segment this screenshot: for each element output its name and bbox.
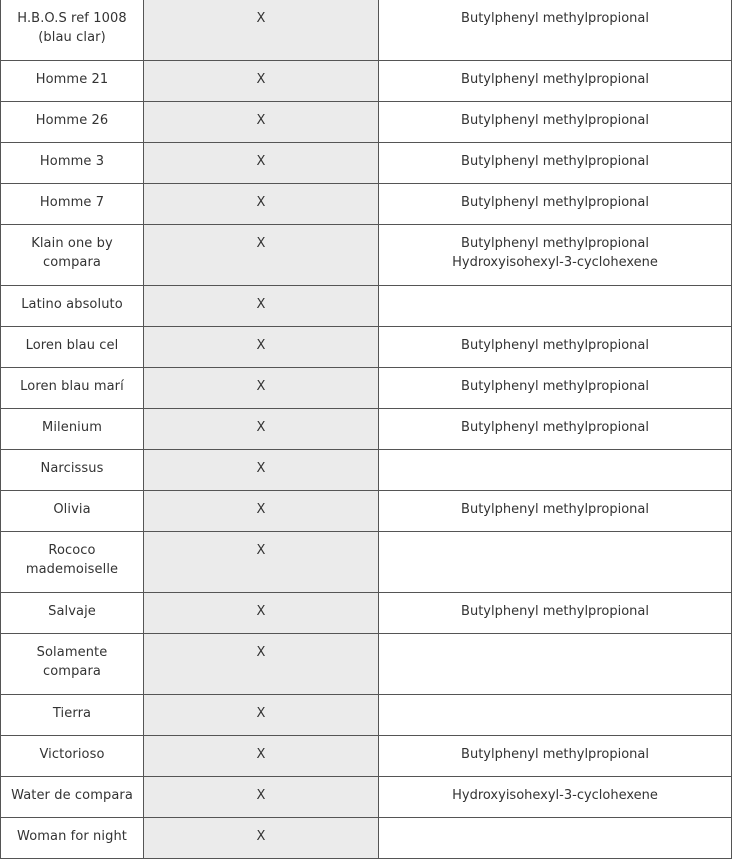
table-row: [1, 736, 732, 777]
mark-cell: X: [144, 61, 379, 102]
ingredients-cell: [379, 450, 732, 491]
product-name-cell: Loren blau marí: [1, 368, 144, 409]
table-row: [1, 61, 732, 102]
mark-cell: X: [144, 143, 379, 184]
mark-cell: X: [144, 0, 379, 61]
ingredients-cell: Butylphenyl methylpropional: [379, 143, 732, 184]
mark-cell: X: [144, 225, 379, 286]
mark-cell: X: [144, 327, 379, 368]
product-name-cell: Victorioso: [1, 736, 144, 777]
ingredients-cell: [379, 818, 732, 859]
mark-cell: X: [144, 634, 379, 695]
product-name-cell: Homme 3: [1, 143, 144, 184]
product-name-cell: Woman for night: [1, 818, 144, 859]
mark-cell: X: [144, 286, 379, 327]
table-row: [1, 368, 732, 409]
table-row: [1, 409, 732, 450]
ingredients-cell: Butylphenyl methylpropional: [379, 61, 732, 102]
product-name-cell: Salvaje: [1, 593, 144, 634]
ingredients-cell: Butylphenyl methylpropional: [379, 0, 732, 61]
product-name-cell: Klain one by compara: [1, 225, 144, 286]
product-name-cell: Milenium: [1, 409, 144, 450]
table-row: [1, 327, 732, 368]
product-name-cell: Latino absoluto: [1, 286, 144, 327]
mark-cell: X: [144, 184, 379, 225]
table-row: [1, 450, 732, 491]
table-row: [1, 593, 732, 634]
table-body: [1, 0, 732, 859]
table-row: [1, 225, 732, 286]
table-row: [1, 695, 732, 736]
product-name-cell: Homme 26: [1, 102, 144, 143]
mark-cell: X: [144, 368, 379, 409]
table-row: [1, 102, 732, 143]
table-row: [1, 818, 732, 859]
mark-cell: X: [144, 491, 379, 532]
ingredients-cell: Butylphenyl methylpropional: [379, 102, 732, 143]
ingredients-cell: Butylphenyl methylpropional: [379, 368, 732, 409]
mark-cell: X: [144, 593, 379, 634]
ingredients-cell: [379, 695, 732, 736]
product-name-cell: Rococo mademoiselle: [1, 532, 144, 593]
mark-cell: X: [144, 818, 379, 859]
ingredients-cell: Butylphenyl methylpropional: [379, 593, 732, 634]
product-name-cell: H.B.O.S ref 1008 (blau clar): [1, 0, 144, 61]
mark-cell: X: [144, 102, 379, 143]
mark-cell: X: [144, 450, 379, 491]
mark-cell: X: [144, 736, 379, 777]
table-row: [1, 184, 732, 225]
product-name-cell: Narcissus: [1, 450, 144, 491]
table-row: [1, 777, 732, 818]
product-name-cell: Homme 21: [1, 61, 144, 102]
table-row: [1, 532, 732, 593]
ingredients-cell: Butylphenyl methylpropional: [379, 491, 732, 532]
mark-cell: X: [144, 777, 379, 818]
table-row: [1, 143, 732, 184]
product-name-cell: Loren blau cel: [1, 327, 144, 368]
product-name-cell: Tierra: [1, 695, 144, 736]
ingredients-cell: [379, 286, 732, 327]
ingredients-cell: [379, 532, 732, 593]
mark-cell: X: [144, 532, 379, 593]
table-row: [1, 286, 732, 327]
ingredients-cell: Butylphenyl methylpropional: [379, 409, 732, 450]
ingredients-cell: Butylphenyl methylpropional Hydroxyisohexyl-3-cyclohexene: [379, 225, 732, 286]
mark-cell: X: [144, 695, 379, 736]
product-name-cell: Olivia: [1, 491, 144, 532]
ingredients-cell: Hydroxyisohexyl-3-cyclohexene: [379, 777, 732, 818]
mark-cell: X: [144, 409, 379, 450]
table-row: [1, 491, 732, 532]
ingredients-cell: Butylphenyl methylpropional: [379, 736, 732, 777]
ingredients-cell: [379, 634, 732, 695]
product-name-cell: Homme 7: [1, 184, 144, 225]
product-name-cell: Water de compara: [1, 777, 144, 818]
table-row: [1, 0, 732, 61]
product-name-cell: Solamente compara: [1, 634, 144, 695]
ingredients-cell: Butylphenyl methylpropional: [379, 184, 732, 225]
table-row: [1, 634, 732, 695]
ingredients-cell: Butylphenyl methylpropional: [379, 327, 732, 368]
